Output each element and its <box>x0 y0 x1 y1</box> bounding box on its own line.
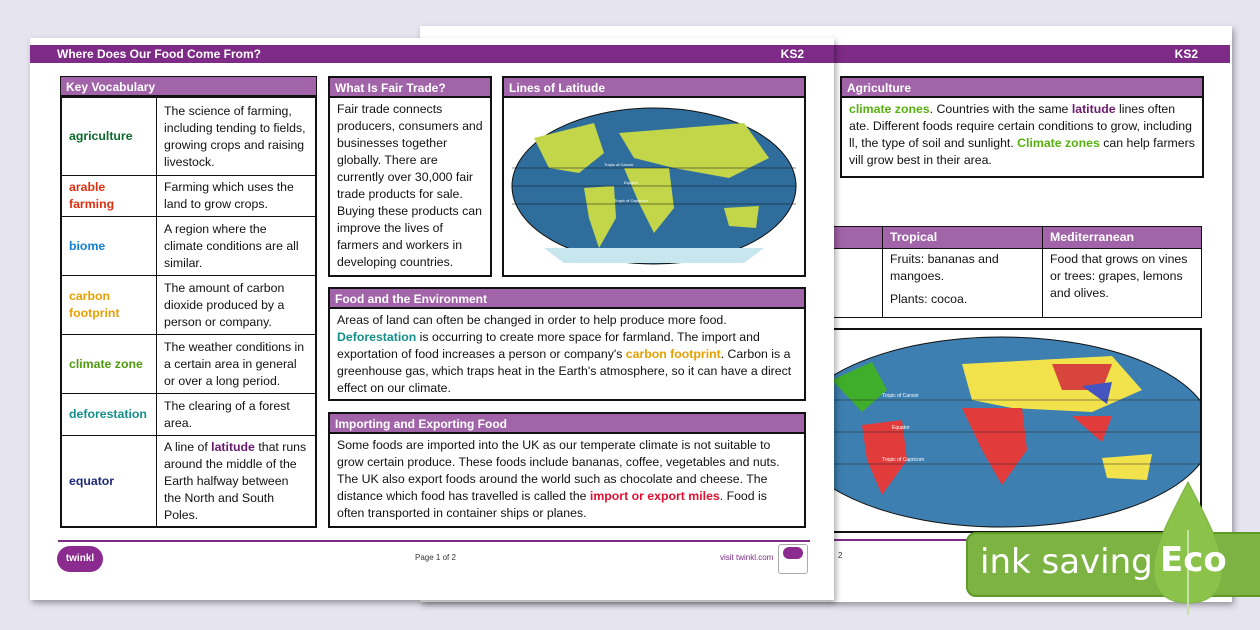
latitude-box <box>502 76 806 277</box>
mediterranean-foods: Food that grows on vines or trees: grapes, lemons and olives. <box>1043 249 1202 318</box>
agriculture-text: climate zones. Countries with the same latitude lines often ate. Different foods require certain conditions to grow, including ll, the type of soil and sunlight. Climate zones can help farmers vill grow best in their area. <box>849 102 1195 167</box>
visit-twinkl-link[interactable]: visit twinkl.com <box>720 553 774 562</box>
vocab-row: deforestation The clearing of a forest area. <box>62 394 316 436</box>
food-environment-heading: Food and the Environment <box>330 289 804 309</box>
climate-zone-map <box>812 330 1202 533</box>
fair-trade-text: Fair trade connects producers, consumers and businesses together globally. There are currently over 30,000 fair trade products for sale. Buying these products can improve the lives of farmers and workers in developing countries. <box>337 102 483 269</box>
importing-exporting-text: Some foods are imported into the UK as our temperate climate is not suitable to grow certain produce. These foods include bananas, coffee, vegetables and nuts. The UK also export foods around the world such as chocolate and cheese. The distance which food has travelled is called the import or export miles. Food is often transported in container ships or planes. <box>337 438 780 520</box>
page-header <box>30 45 834 63</box>
importing-exporting-heading: Importing and Exporting Food <box>330 414 804 434</box>
map-label: Equator <box>892 425 910 431</box>
key-stage-label: KS2 <box>1174 47 1198 61</box>
climate-food-table <box>810 226 1202 318</box>
tropical-plants: Plants: cocoa. <box>890 292 968 306</box>
agriculture-heading: Agriculture <box>842 78 1202 98</box>
eco-label: Eco <box>1160 540 1227 580</box>
tropic-of-cancer-label: Tropic of Cancer <box>604 162 634 167</box>
latitude-world-map <box>504 98 804 275</box>
agriculture-box <box>840 76 1204 178</box>
page-number: Page 1 of 2 <box>415 553 456 562</box>
importing-exporting-box <box>328 412 806 528</box>
map-label: Tropic of Capricorn <box>882 457 925 463</box>
map-label: Tropic of Cancer <box>882 393 919 399</box>
page-1 <box>30 38 834 600</box>
vocab-row: arable farming Farming which uses the land to grow crops. <box>62 176 316 217</box>
latitude-heading: Lines of Latitude <box>504 78 804 98</box>
vocab-row: equator A line of latitude that runs around the middle of the Earth halfway between the North and South Poles. <box>62 436 316 527</box>
footer-divider <box>58 540 810 542</box>
vocab-row: biome A region where the climate conditions are all similar. <box>62 217 316 276</box>
vocab-row: climate zone The weather conditions in a certain area in general or over a long period. <box>62 335 316 394</box>
vocab-row: agriculture The science of farming, including tending to fields, growing crops and raising livestock. <box>62 98 316 176</box>
vocab-row: carbon footprint The amount of carbon dioxide produced by a person or company. <box>62 276 316 335</box>
mediterranean-header: Mediterranean <box>1043 227 1202 249</box>
climate-map-box <box>810 328 1202 533</box>
quality-approved-badge-icon <box>778 544 808 574</box>
key-vocabulary-heading: Key Vocabulary <box>61 77 316 97</box>
document-title: Where Does Our Food Come From? <box>57 47 262 61</box>
twinkl-logo[interactable]: twinkl <box>57 546 103 572</box>
tropical-fruits: Fruits: bananas and mangoes. <box>890 252 999 283</box>
fair-trade-heading: What Is Fair Trade? <box>330 78 490 98</box>
key-stage-label: KS2 <box>780 47 804 61</box>
key-vocabulary-box <box>60 76 317 528</box>
tropic-of-capricorn-label: Tropic of Capricorn <box>614 198 648 203</box>
tropical-header: Tropical <box>883 227 1043 249</box>
page-2-number: 2 <box>838 551 843 560</box>
ink-saving-label: ink saving <box>980 542 1153 582</box>
fair-trade-box <box>328 76 492 277</box>
equator-label: Equator <box>624 180 639 185</box>
food-environment-box <box>328 287 806 401</box>
food-environment-text: Areas of land can often be changed in order to help produce more food. Deforestation is occurring to create more space for farmland. The import and exportation of food increases a person or company's carbon footprint. Carbon is a greenhouse gas, which traps heat in the Earth's atmosphere, so it can have a direct effect on our climate. <box>337 313 792 395</box>
